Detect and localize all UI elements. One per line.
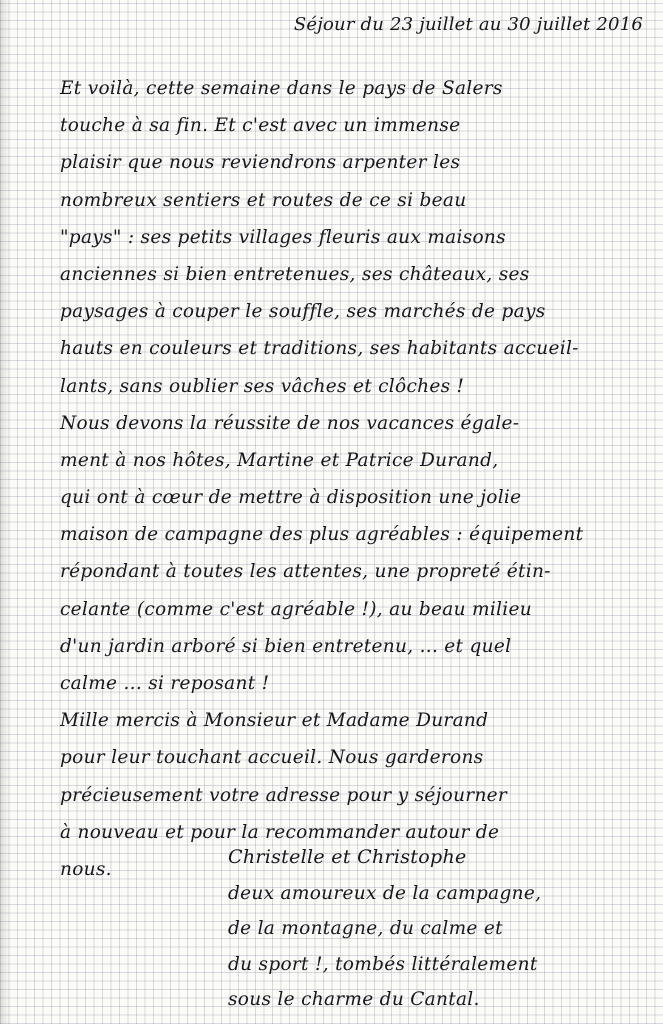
letter-line: lants, sans oublier ses vâches et clôches ! [60, 375, 465, 397]
signature-block [228, 840, 541, 1018]
letter-line: ment à nos hôtes, Martine et Patrice Durand, [60, 449, 499, 471]
letter-line: celante (comme c'est agréable !), au beau milieu [60, 598, 532, 620]
letter-line: répondant à toutes les attentes, une propreté étin- [60, 561, 551, 583]
letter-line: touche à sa fin. Et c'est avec un immense [60, 115, 461, 137]
letter-body [60, 70, 583, 888]
letter-line: hauts en couleurs et traditions, ses habitants accueil- [60, 338, 579, 360]
letter-line: à nouveau et pour la recommander autour de [60, 821, 500, 843]
letter-line: maison de campagne des plus agréables : équipement [60, 524, 584, 546]
signature-line: de la montagne, du calme et [228, 918, 503, 939]
signature-line: sous le charme du Cantal. [228, 989, 480, 1010]
stay-date-heading: Séjour du 23 juillet au 30 juillet 2016 [293, 14, 643, 35]
signature-names: Christelle et Christophe [228, 846, 467, 868]
signature-line: du sport !, tombés littéralement [228, 953, 538, 975]
letter-line: nous. [60, 858, 112, 880]
letter-line: plaisir que nous reviendrons arpenter les [60, 152, 461, 174]
signature-line: deux amoureux de la campagne, [228, 882, 542, 904]
letter-line: qui ont à cœur de mettre à disposition une jolie [60, 487, 522, 509]
letter-line: Et voilà, cette semaine dans le pays de Salers [60, 78, 503, 99]
letter-line: paysages à couper le souffle, ses marchés de pays [60, 301, 546, 323]
letter-line: Nous devons la réussite de nos vacances égale- [60, 412, 520, 434]
letter-line: précieusement votre adresse pour y séjourner [60, 784, 508, 806]
letter-line: calme ... si reposant ! [60, 673, 270, 694]
letter-line: d'un jardin arboré si bien entretenu, ... et quel [60, 635, 512, 657]
letter-line: pour leur touchant accueil. Nous garderons [60, 747, 484, 769]
letter-line: anciennes si bien entretenues, ses châteaux, ses [60, 263, 530, 285]
letter-line: nombreux sentiers et routes de ce si beau [60, 189, 467, 211]
letter-line: "pays" : ses petits villages fleuris aux maisons [60, 226, 506, 248]
letter-line: Mille mercis à Monsieur et Madame Durand [60, 710, 489, 732]
